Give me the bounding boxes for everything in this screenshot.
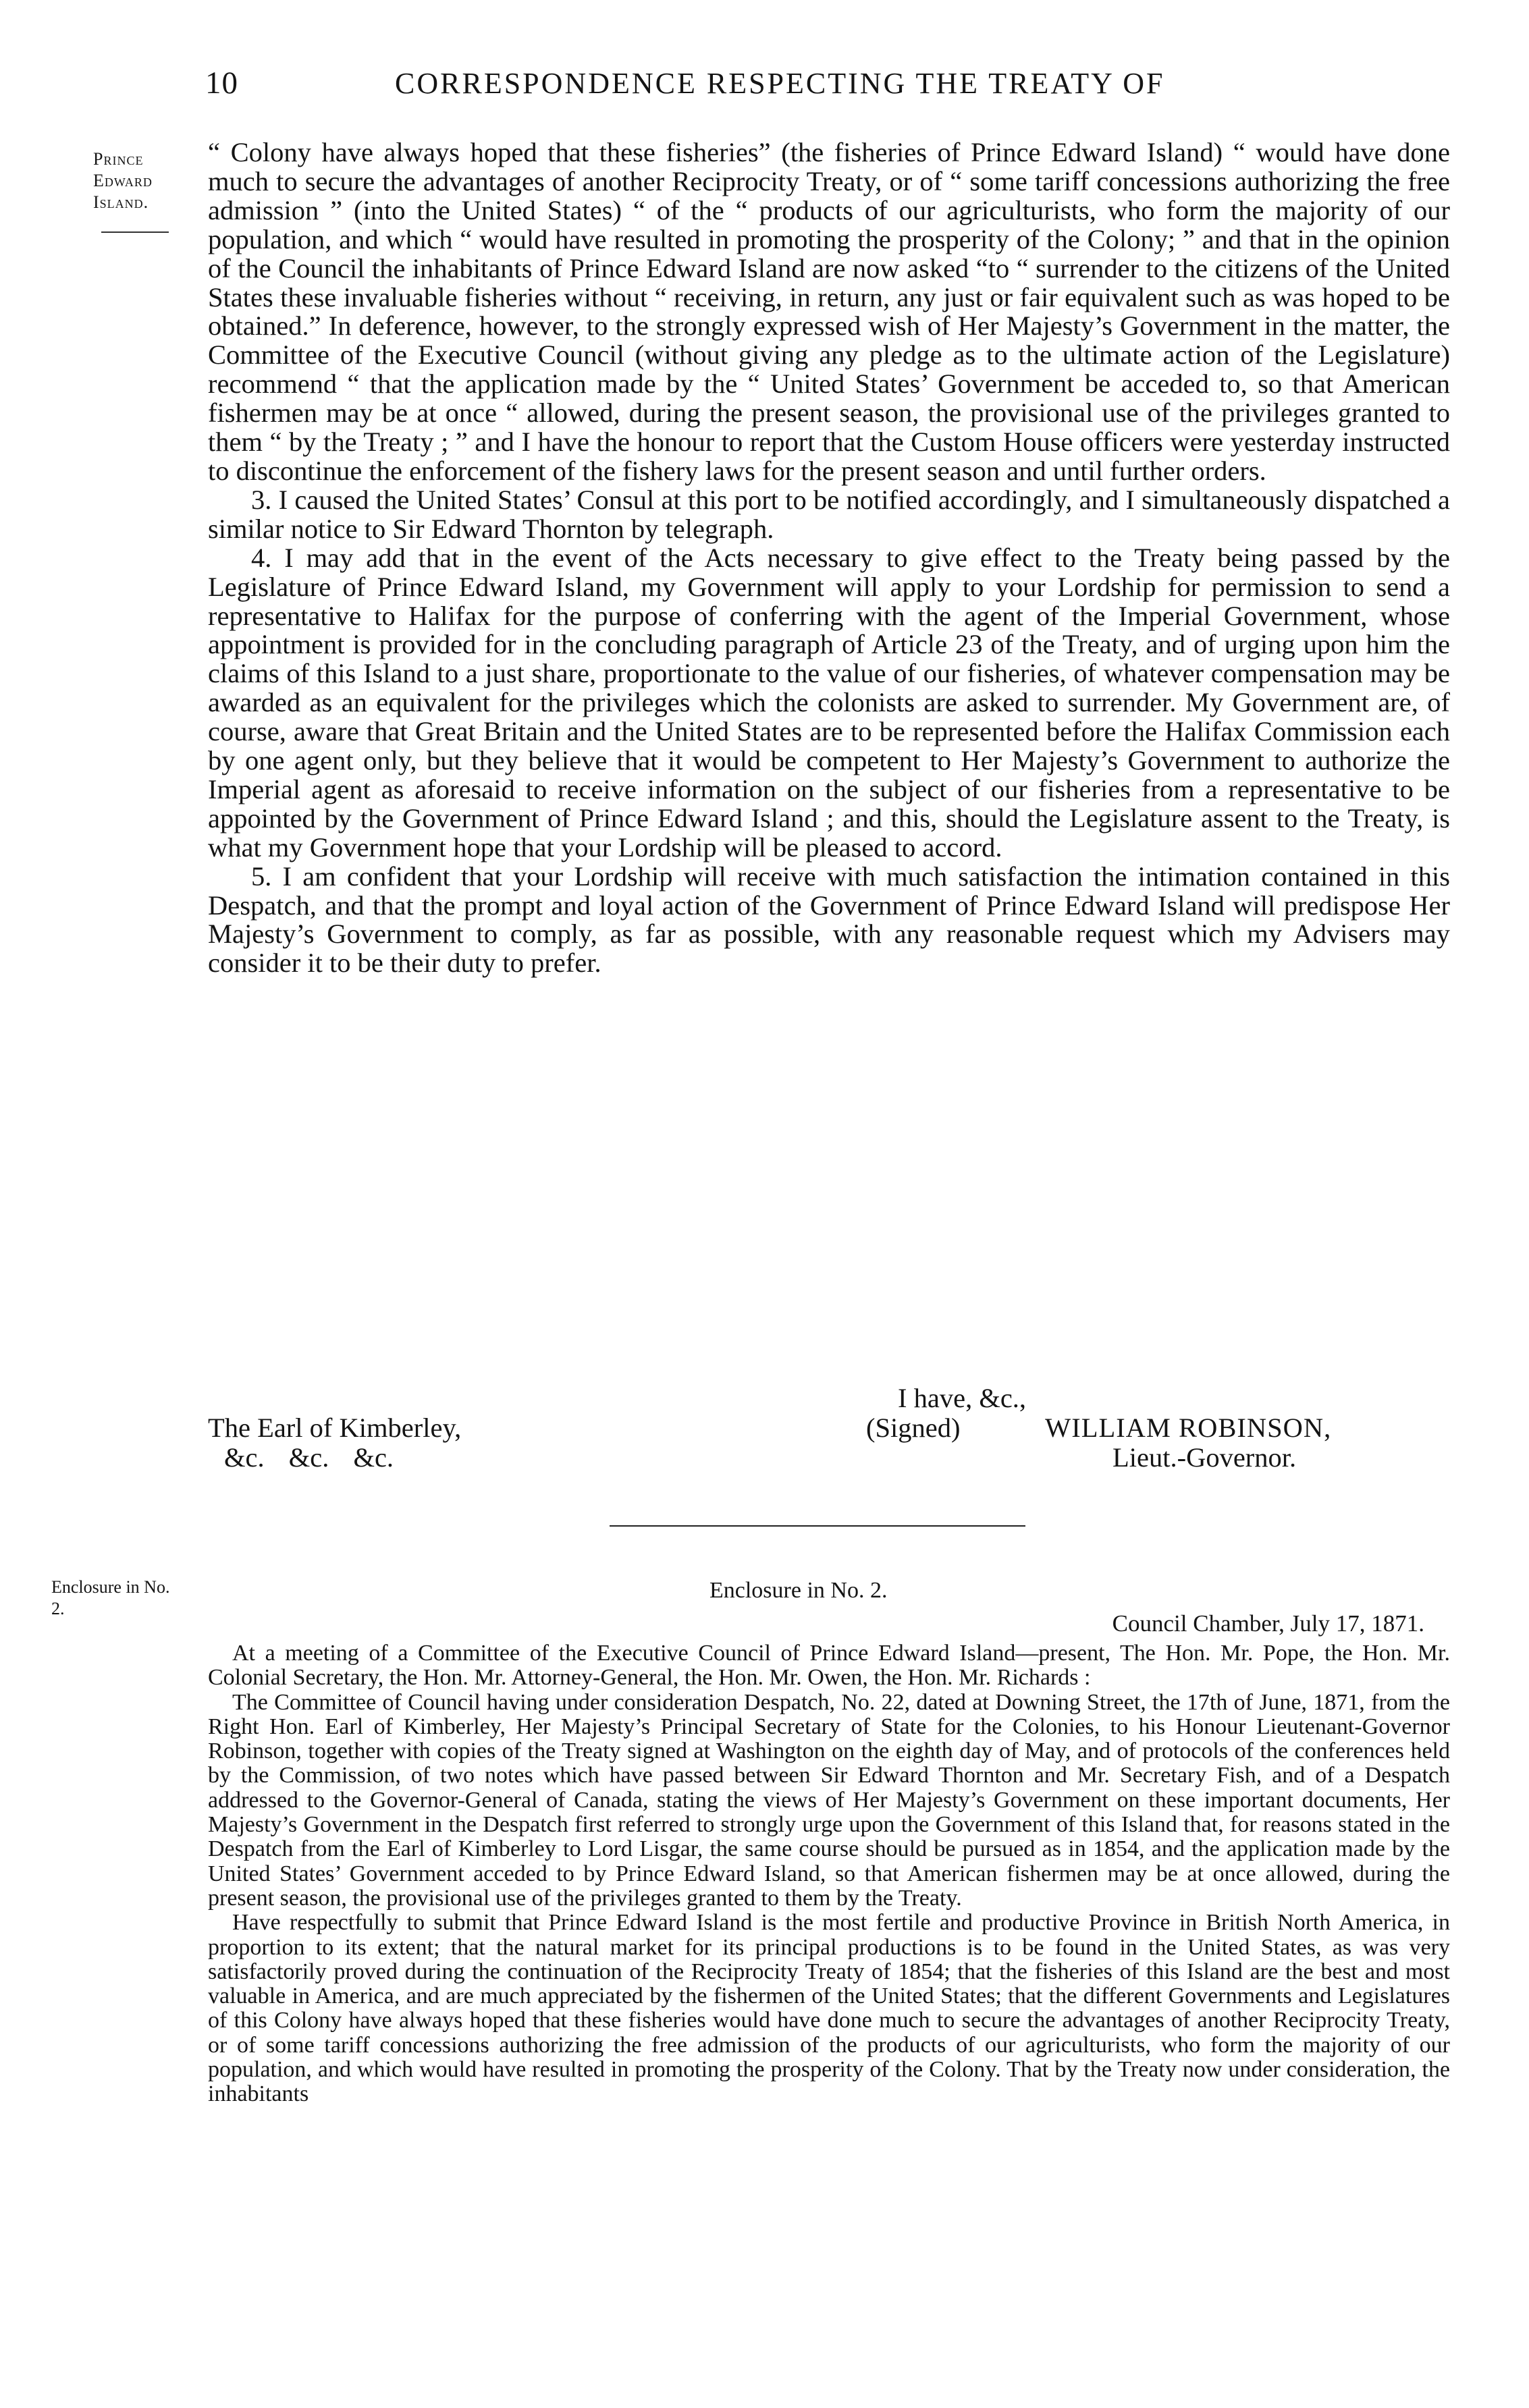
enclosure-paragraph-1: At a meeting of a Committee of the Executive Council of Prince Edward Island—present, The Hon. Mr. Pope, the Hon. Mr. Colonial Secretary, the Hon. Mr. Attorney-General, the Hon. Mr. Owen, the Hon. Mr. Richards : [208,1641,1450,1691]
page-header [0,65,1529,112]
despatch-body [208,138,1450,978]
paragraph-3: 3. I caused the United States’ Consul at this port to be notified accordingly, and I simultaneously dispatched a similar notice to Sir Edward Thornton by telegraph. [208,484,1450,544]
paragraph-5: 5. I am confident that your Lordship will receive with much satisfaction the intimation contained in this Despatch, and that the prompt and loyal action of the Government of Prince Edward Island will predispose Her Majesty’s Government to comply, as far as possible, with any reasonable request which my Advisers may consider it to be their duty to prefer. [208,860,1450,979]
closing-title: Lieut.-Governor. [1112,1442,1297,1473]
margin-note-prince-edward-island: Prince Edward Island. [93,149,153,212]
enclosure-paragraph-2: The Committee of Council having under consideration Despatch, No. 22, dated at Downing Street, the 17th of June, 1871, from the Right Hon. Earl of Kimberley, Her Majesty’s Principal Secretary of State for the Colonies, to his Honour Lieutenant-Governor Robinson, together with copies of the Treaty signed at Washington on the eighth day of May, and of protocols of the conferences held by the Commission, of two notes which have passed between Sir Edward Thornton and Mr. Secretary Fish, and of a Despatch addressed to the Governor-General of Canada, stating the views of Her Majesty’s Government on these important documents, Her Majesty’s Government in the Despatch first referred to strongly urge upon the Government of this Island that, for reasons stated in the Despatch from the Earl of Kimberley to Lord Lisgar, the same course should be pursued as in 1854, and the application made by the United States’ Government acceded to by Prince Edward Island, so that American fishermen may be at once allowed, during the present season, the provisional use of the privileges granted to them by the Treaty. [208,1689,1450,1911]
enclosure-date: Council Chamber, July 17, 1871. [1112,1610,1424,1637]
enclosure-body [208,1641,1450,2107]
enclosure-paragraph-3: Have respectfully to submit that Prince Edward Island is the most fertile and productive Province in British North America, in proportion to its extent; that the natural market for its principal productions is to be found in the United States, as was very satisfactorily proved during the continuation of the Reciprocity Treaty of 1854; that the fisheries of this Island are the best and most valuable in America, and are much appreciated by the fishermen of the United States; that the different Governments and Legislatures of this Colony have always hoped that these fisheries would have done much to secure the advantages of another Reciprocity Treaty, or of some tariff concessions authorizing the free admission of the products of our agriculturists, who form the majority of our population, and which would have resulted in promoting the prosperity of the Colony. That by the Treaty now under consideration, the inhabitants [208,1910,1450,2107]
closing-i-have: I have, &c., [898,1383,1027,1413]
page-number: 10 [205,65,238,101]
section-divider [610,1525,1025,1527]
letter-closing [208,1382,1450,1510]
margin-rule [101,231,169,233]
paragraph-4: 4. I may add that in the event of the Acts necessary to give effect to the Treaty being passed by the Legislature of Prince Edward Island, my Government will apply to your Lordship for permission to send a representative to Halifax for the purpose of conferring with the agent of the Imperial Government, whose appointment is provided for in the concluding paragraph of Article 23 of the Treaty, and of urging upon him the claims of this Island to a just share, proportionate to the value of our fisheries, of whatever compensation may be awarded as an equivalent for the privileges which the colonists are asked to surrender. My Government are, of course, aware that Great Britain and the United States are to be represented before the Halifax Commission each by one agent only, but they believe that it would be competent to Her Majesty’s Government to authorize the Imperial agent as aforesaid to receive information on the subject of our fisheries from a representative to be appointed by the Government of Prince Edward Island ; and this, should the Legislature assent to the Treaty, is what my Government hope that your Lordship will be pleased to accord. [208,542,1450,863]
enclosure-heading: Enclosure in No. 2. [709,1578,888,1603]
margin-note-enclosure: Enclosure in No. 2. [51,1577,170,1618]
closing-signed: (Signed) [866,1413,961,1443]
closing-signatory: WILLIAM ROBINSON, [1045,1413,1332,1443]
closing-etc: &c. &c. &c. [224,1442,394,1473]
running-head: CORRESPONDENCE RESPECTING THE TREATY OF [395,67,1165,100]
paragraph-continued: “ Colony have always hoped that these fisheries” (the fisheries of Prince Edward Island) “ would have done much to secure the advantages of another Reciprocity Treaty, or of “ some tariff concessions authorizing the free admission ” (into the United States) “ of the “ products of our agriculturists, who form the majority of our population, and which “ would have resulted in promoting the prosperity of the Colony; ” and that in the opinion of the Council the inhabitants of Prince Edward Island are now asked “to “ surrender to the citizens of the United States these invaluable fisheries without “ receiving, in return, any just or fair equivalent such as was hoped to be obtained.” In deference, however, to the strongly expressed wish of Her Majesty’s Government in the matter, the Committee of the Executive Council (without giving any pledge as to the ultimate action of the Legislature) recommend “ that the application made by the “ United States’ Government be acceded to, so that American fishermen may be at once “ allowed, during the present season, the provisional use of the privileges granted to them “ by the Treaty ; ” and I have the honour to report that the Custom House officers were yesterday instructed to discontinue the enforcement of the fishery laws for the present season and until further orders. [208,137,1450,486]
closing-addressee: The Earl of Kimberley, [208,1413,462,1443]
